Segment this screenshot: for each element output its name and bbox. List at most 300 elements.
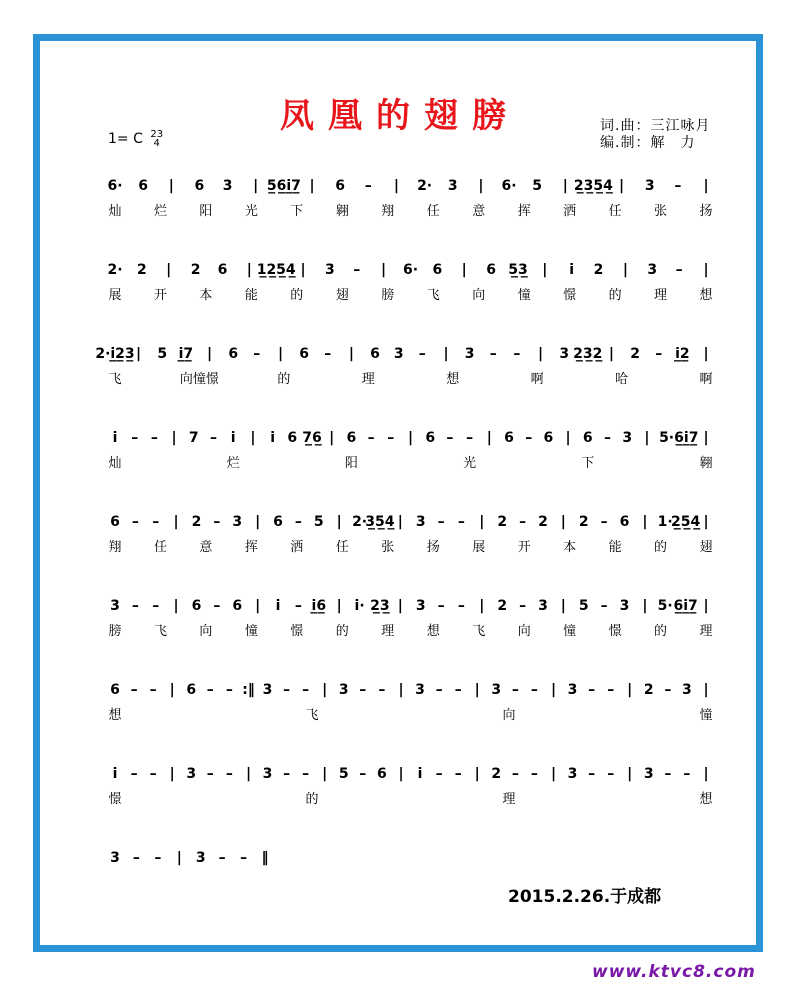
note: – (283, 766, 291, 782)
lyric-syllable: 啊 (530, 372, 544, 387)
lyric-syllable: 展 (472, 540, 486, 555)
note: 3 (447, 178, 458, 194)
lyric-syllable: 翔 (381, 204, 395, 219)
note: i (569, 262, 575, 278)
site-watermark: www.ktvc8.com (592, 962, 756, 982)
barline: | (565, 430, 571, 446)
note: – (206, 766, 214, 782)
barline: | (322, 682, 328, 698)
note: 2 (593, 262, 604, 278)
note: 2 (578, 514, 589, 530)
note: – (457, 514, 465, 530)
lyric-syllable: 憬 (563, 288, 577, 303)
barline: | (381, 262, 387, 278)
note: 6 (110, 514, 120, 530)
lyric-syllable: 飞 (153, 624, 168, 639)
note: 2 (630, 346, 640, 362)
note: – (283, 682, 291, 698)
note: 6 (186, 682, 197, 698)
lyric-syllable: 憧 (244, 624, 258, 639)
barline: | (560, 598, 566, 614)
note: – (353, 262, 361, 278)
lyric-syllable: 的 (608, 288, 622, 303)
barline: | (398, 766, 404, 782)
note: :‖ (242, 682, 255, 698)
lyric-syllable: 的 (335, 624, 349, 639)
note: – (604, 430, 611, 446)
note: – (225, 766, 233, 782)
lyric-syllable: 理 (653, 288, 668, 303)
key-signature: 1= C (108, 131, 143, 147)
note: – (378, 682, 386, 698)
lyric-syllable: 本 (563, 540, 577, 555)
lyric-syllable: 想 (108, 708, 122, 723)
note: 2 (137, 262, 147, 278)
note: – (213, 598, 221, 614)
note: 3 (643, 766, 654, 782)
lyricist-composer-credit: 词.曲：三江咏月 (600, 118, 711, 134)
note: 6 (432, 262, 443, 278)
lyric-syllable: 飞 (426, 288, 440, 303)
lyric-syllable: 任 (426, 204, 440, 219)
note: – (683, 766, 691, 782)
note: ‖ (261, 850, 269, 866)
note: 6 (273, 514, 283, 530)
barline: | (398, 682, 404, 698)
lyric-syllable: 扬 (426, 540, 440, 555)
note: 6 (582, 430, 593, 446)
barline: | (608, 346, 614, 362)
lyric-syllable: 憧 (517, 288, 531, 303)
note: – (435, 682, 443, 698)
barline: | (443, 346, 449, 362)
note: – (454, 682, 462, 698)
note: – (152, 514, 160, 530)
note: – (588, 766, 596, 782)
note: – (131, 430, 139, 446)
barline: | (478, 178, 484, 194)
note: 3 (491, 682, 502, 698)
note: 2̲5̲4̲ (670, 514, 701, 530)
barline: | (169, 682, 175, 698)
barline: | (542, 262, 548, 278)
note: 6 (486, 262, 496, 278)
note: 3 (195, 850, 206, 866)
barline: | (246, 262, 252, 278)
barline: | (250, 430, 256, 446)
note: 6 (138, 178, 148, 194)
barline: | (169, 766, 175, 782)
note: 1̲2̲5̲4̲ (256, 262, 296, 278)
note: 6 (287, 430, 298, 446)
note: 3 (222, 178, 233, 194)
lyric-syllable: 想 (699, 288, 713, 303)
note: 3 (464, 346, 475, 362)
barline: | (173, 598, 179, 614)
note: – (674, 178, 682, 194)
lyric-syllable: 阳 (344, 456, 358, 471)
note: 3 (415, 514, 426, 530)
barline: | (300, 262, 306, 278)
note: – (466, 430, 474, 446)
barline: | (627, 766, 633, 782)
note: – (152, 598, 160, 614)
lyric-syllable: 憬 (608, 624, 622, 639)
barline: | (622, 262, 628, 278)
lyric-syllable: 想 (699, 792, 713, 807)
lyric-syllable: 向 (199, 624, 213, 639)
note: – (446, 430, 454, 446)
note: 6̲i̲7̲ (673, 598, 698, 614)
note: 2 (190, 262, 201, 278)
song-title: 凤凰的翅膀 (280, 96, 520, 136)
lyric-syllable: 任 (335, 540, 349, 555)
barline: | (703, 346, 709, 362)
lyric-syllable: 向 (472, 288, 486, 303)
note: 7 (188, 430, 199, 446)
note: 5 (338, 766, 349, 782)
lyric-syllable: 任 (153, 540, 168, 555)
barline: | (550, 766, 557, 782)
note: – (359, 766, 367, 782)
lyric-syllable: 光 (244, 204, 258, 219)
note: 6̲i̲7̲ (674, 430, 699, 446)
lyric-syllable: 开 (517, 540, 531, 555)
note: 6 (110, 682, 120, 698)
lyric-syllable: 想 (446, 372, 460, 387)
barline: | (479, 598, 485, 614)
lyric-syllable: 向憧憬 (179, 372, 219, 387)
barline: | (550, 682, 557, 698)
barline: | (461, 262, 467, 278)
barline: | (479, 514, 485, 530)
note: i· (354, 598, 365, 614)
lyric-syllable: 飞 (472, 624, 486, 639)
note: – (675, 262, 683, 278)
barline: | (619, 178, 625, 194)
barline: | (642, 514, 648, 530)
barline: | (168, 178, 174, 194)
lyric-syllable: 扬 (699, 204, 713, 219)
note: 2· (352, 514, 368, 530)
note: – (511, 766, 519, 782)
barline: | (703, 514, 709, 530)
note: 6 (232, 598, 243, 614)
barline: | (166, 262, 172, 278)
note: 3 (262, 766, 273, 782)
note: – (302, 766, 310, 782)
note: 6 (299, 346, 309, 362)
note: – (513, 346, 521, 362)
note: 6 (619, 514, 630, 530)
lyric-syllable: 啊 (699, 372, 713, 387)
note: 3 (538, 598, 548, 614)
note: – (655, 346, 663, 362)
lyric-syllable: 的 (277, 372, 291, 387)
note: 6· (501, 178, 517, 194)
lyric-syllable: 膀 (108, 624, 122, 639)
lyric-syllable: 的 (653, 624, 668, 639)
note: – (213, 514, 221, 530)
note: 3 (186, 766, 197, 782)
barline: | (245, 766, 252, 782)
note: – (600, 598, 608, 614)
lyric-syllable: 飞 (108, 372, 122, 387)
note: 5· (657, 598, 673, 614)
barline: | (397, 598, 403, 614)
note: – (150, 430, 158, 446)
note: 6 (335, 178, 345, 194)
lyric-syllable: 憧 (699, 708, 713, 723)
lyric-syllable: 向 (502, 708, 516, 723)
lyric-syllable: 理 (381, 624, 395, 639)
note: 2·i̲2̲3̲ (95, 346, 135, 362)
note: 5̲6̲i̲7̲ (266, 178, 301, 194)
note: 2· (107, 262, 123, 278)
barline: | (703, 262, 709, 278)
lyric-syllable: 憬 (108, 792, 122, 807)
barline: | (627, 682, 633, 698)
note: 3 (325, 262, 335, 278)
note: 5 (532, 178, 542, 194)
lyric-syllable: 翱 (335, 204, 349, 219)
barline: | (171, 430, 177, 446)
note: 6 (504, 430, 514, 446)
barline: | (322, 766, 328, 782)
barline: | (407, 430, 414, 446)
note: – (437, 598, 445, 614)
note: – (131, 598, 139, 614)
note: – (149, 766, 157, 782)
lyric-syllable: 下 (290, 204, 304, 219)
barline: | (348, 346, 354, 362)
note: i̲6̲ (311, 598, 327, 614)
note: i̲2̲ (675, 346, 690, 362)
note: – (387, 430, 395, 446)
note: – (302, 682, 310, 698)
note: – (519, 514, 527, 530)
barline: | (560, 514, 566, 530)
time-signature-top: 23 (150, 129, 164, 140)
note: – (154, 850, 162, 866)
note: – (294, 514, 302, 530)
note: i (275, 598, 281, 614)
barline: | (255, 598, 261, 614)
lyric-syllable: 下 (581, 456, 595, 471)
lyric-syllable: 能 (244, 288, 258, 303)
note: 5 (313, 514, 324, 530)
lyric-syllable: 憬 (290, 624, 304, 639)
composition-date: 2015.2.26.于成都 (508, 887, 662, 907)
note: i (270, 430, 276, 446)
note: – (418, 346, 426, 362)
note: – (664, 766, 672, 782)
note: – (324, 346, 332, 362)
note: 5̲3̲ (508, 262, 528, 278)
note: – (525, 430, 533, 446)
note: i (417, 766, 423, 782)
note: 6 (217, 262, 228, 278)
barline: | (393, 178, 399, 194)
note: – (588, 682, 596, 698)
barline: | (176, 850, 182, 866)
note: – (437, 514, 445, 530)
barline: | (255, 514, 261, 530)
lyric-syllable: 任 (608, 204, 622, 219)
lyric-syllable: 灿 (108, 204, 122, 219)
note: 6 (370, 346, 380, 362)
barline: | (642, 598, 648, 614)
note: 3 (647, 262, 658, 278)
note: 2̲3̲5̲4̲ (573, 178, 613, 194)
note: – (253, 346, 261, 362)
note: 6· (107, 178, 123, 194)
barline: | (644, 430, 650, 446)
barline: | (562, 178, 568, 194)
lyric-syllable: 翱 (699, 456, 713, 471)
lyric-syllable: 翔 (108, 540, 122, 555)
note: – (519, 598, 527, 614)
barline: | (474, 682, 480, 698)
note: 3 (682, 682, 692, 698)
lyric-syllable: 飞 (305, 708, 319, 723)
lyric-syllable: 意 (472, 204, 486, 219)
note: – (367, 430, 375, 446)
note: 2 (497, 598, 508, 614)
note: – (607, 682, 615, 698)
note: 1· (657, 514, 673, 530)
note: – (530, 766, 538, 782)
note: – (664, 682, 672, 698)
note: – (435, 766, 443, 782)
lyric-syllable: 理 (699, 624, 713, 639)
note: – (454, 766, 462, 782)
lyric-syllable: 想 (426, 624, 440, 639)
note: 3 (262, 682, 273, 698)
lyric-syllable: 挥 (244, 540, 258, 555)
note: 2 (538, 514, 548, 530)
note: 3 (415, 598, 426, 614)
note: – (149, 682, 157, 698)
note: 5 (157, 346, 168, 362)
barline: | (397, 514, 403, 530)
note: 5· (659, 430, 675, 446)
barline: | (703, 682, 709, 698)
note: 2 (491, 766, 502, 782)
barline: | (336, 514, 342, 530)
barline: | (703, 766, 709, 782)
barline: | (207, 346, 213, 362)
lyric-syllable: 灿 (108, 456, 122, 471)
lyric-syllable: 洒 (290, 540, 304, 555)
barline: | (173, 514, 179, 530)
lyric-syllable: 的 (653, 540, 668, 555)
lyric-syllable: 烂 (226, 456, 240, 471)
note: – (511, 682, 519, 698)
note: – (210, 430, 217, 446)
note: – (218, 850, 226, 866)
note: 3 (232, 514, 243, 530)
barline: | (703, 430, 709, 446)
arranger-credit: 编.制：解 力 (600, 135, 696, 151)
lyric-syllable: 的 (305, 792, 319, 807)
note: – (359, 682, 367, 698)
note: i (230, 430, 236, 446)
lyric-syllable: 烂 (153, 204, 168, 219)
lyric-syllable: 阳 (199, 204, 213, 219)
lyric-syllable: 本 (199, 288, 213, 303)
lyric-syllable: 理 (502, 792, 516, 807)
lyric-syllable: 翅 (699, 540, 713, 555)
note: – (489, 346, 497, 362)
barline: | (329, 430, 335, 446)
lyric-syllable: 洒 (563, 204, 577, 219)
note: 6 (543, 430, 554, 446)
note: – (131, 514, 139, 530)
note: – (240, 850, 248, 866)
note: 3 (622, 430, 633, 446)
note: 3 (644, 178, 655, 194)
lyric-syllable: 开 (153, 288, 168, 303)
lyric-syllable: 翅 (335, 288, 349, 303)
note: 5 (578, 598, 589, 614)
note: 6 (346, 430, 357, 446)
note: 6 (377, 766, 387, 782)
barline: | (703, 178, 709, 194)
note: 3̲5̲4̲ (365, 514, 395, 530)
note: – (130, 766, 138, 782)
lyric-syllable: 理 (361, 372, 375, 387)
note: – (364, 178, 372, 194)
note: 3 (619, 598, 630, 614)
note: 2 (643, 682, 654, 698)
lyric-syllable: 挥 (517, 204, 531, 219)
barline: | (136, 346, 142, 362)
barline: | (277, 346, 284, 362)
note: 3 (338, 682, 349, 698)
barline: | (253, 178, 259, 194)
note: – (530, 682, 538, 698)
note: – (457, 598, 465, 614)
barline: | (703, 598, 709, 614)
note: 2 (191, 514, 202, 530)
lyric-syllable: 哈 (615, 372, 629, 387)
note: 6 (425, 430, 436, 446)
note: i̲7̲ (178, 346, 194, 362)
note: – (600, 514, 608, 530)
note: – (294, 598, 302, 614)
note: i (112, 430, 118, 446)
note: 6 (194, 178, 205, 194)
note: – (130, 682, 138, 698)
note: 7̲6̲ (302, 430, 322, 446)
lyric-syllable: 张 (653, 204, 668, 219)
lyric-syllable: 展 (108, 288, 122, 303)
note: – (607, 766, 615, 782)
lyric-syllable: 的 (290, 288, 304, 303)
note: 3 (559, 346, 570, 362)
note: – (206, 682, 214, 698)
barline: | (486, 430, 492, 446)
lyric-syllable: 向 (517, 624, 531, 639)
barline: | (336, 598, 342, 614)
note: 3 (415, 682, 425, 698)
lyric-syllable: 张 (381, 540, 395, 555)
note: 2̲3̲2̲ (573, 346, 603, 362)
lyric-syllable: 憧 (563, 624, 577, 639)
note: 3 (393, 346, 404, 362)
barline: | (309, 178, 315, 194)
